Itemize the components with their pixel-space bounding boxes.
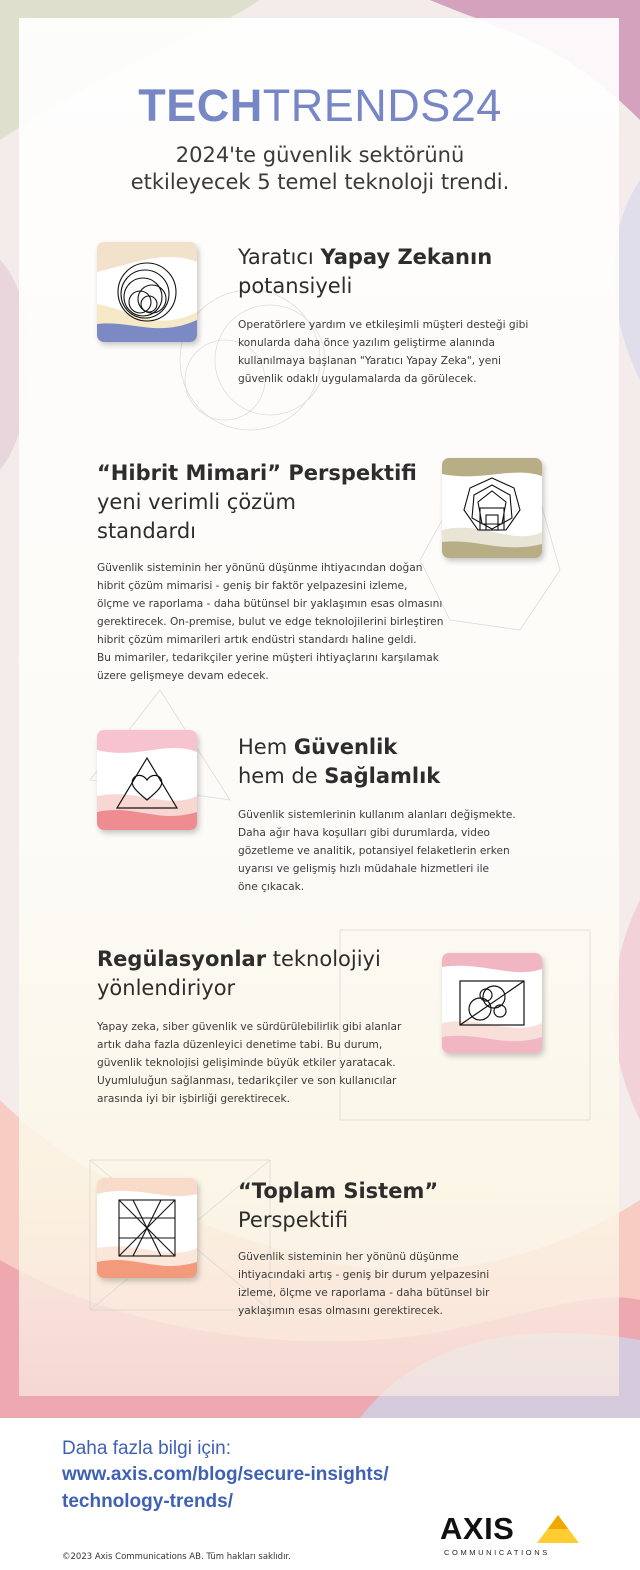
trend-4-title-c: yönlendiriyor [97,976,236,1000]
desc-line: artık daha fazla düzenleyici denetime tabi. Bu durum, [97,1039,383,1051]
desc-line: konularda daha önce yazılım geliştirme alanında [238,337,496,349]
trend-3-title-d: Sağlamlık [324,764,441,788]
circles-in-parallelogram-icon [442,953,542,1053]
trend-4-title-a: Regülasyonlar [97,947,267,971]
trend-4-description [97,1018,401,1108]
desc-line: Yapay zeka, siber güvenlik ve sürdürülebilirlik gibi alanlar [97,1021,402,1033]
nested-polygons-icon [442,458,542,558]
more-info-link-line-1[interactable]: www.axis.com/blog/secure-insights/ [62,1464,389,1485]
trend-5-title-b: Perspektifi [238,1208,349,1232]
desc-line: yaklaşımın esas olmasını gerektirecek. [238,1305,443,1317]
brand-title-bold: TECH [138,80,263,131]
subtitle [0,142,640,196]
trend-2-title [97,459,417,546]
desc-line: üzere gelişmeye devam edecek. [97,670,269,682]
more-info-label: Daha fazla bilgi için: [62,1438,231,1459]
desc-line: kullanılmaya başlanan "Yaratıcı Yapay Zeka", yeni [238,355,501,367]
desc-line: ihtiyacındaki artış - geniş bir durum yelpazesini [238,1269,490,1281]
subtitle-line-2: etkileyecek 5 temel teknoloji trendi. [130,170,510,194]
axis-logo-subtitle: COMMUNICATIONS [444,1548,550,1557]
axis-logo [440,1512,582,1560]
axis-logo-triangle-icon [536,1514,580,1544]
trend-4-title [97,945,381,1003]
desc-line: arasında iyi bir işbirliği gerektirecek. [97,1093,291,1105]
desc-line: ölçme ve raporlama - daha bütünsel bir yaklaşımın esas olmasını [97,598,443,610]
desc-line: Uyumluluğun sağlanması, tedarikçiler ve son kullanıcılar [97,1075,397,1087]
desc-line: gerektirecek. On-premise, bulut ve edge teknolojilerini birleştiren [97,616,444,628]
desc-line: güvenlik teknolojisi gelişiminde büyük etkiler yaratacak. [97,1057,396,1069]
trend-5-description [238,1248,490,1320]
header [0,80,640,196]
desc-line: Güvenlik sisteminin her yönünü düşünme ihtiyacından doğan [97,562,423,574]
brand-title [0,80,640,132]
desc-line: hibrit çözüm mimarileri artık endüstri standardı haline geldi. [97,634,417,646]
trend-1-description [238,316,528,388]
desc-line: izleme, ölçme ve raporlama - daha bütünsel bir [238,1287,490,1299]
desc-line: hibrit çözüm mimarisi - geniş bir faktör yelpazesini izleme, [97,580,408,592]
subtitle-line-1: 2024'te güvenlik sektörünü [175,143,465,167]
desc-line: Daha ağır hava koşulları gibi durumlarda, video [238,827,490,839]
more-info-link[interactable] [62,1461,389,1515]
nested-circles-icon [97,242,197,342]
trend-3-title-c: hem de [238,764,325,788]
trend-3-title [238,733,440,791]
axis-logo-word: AXIS [440,1511,515,1546]
trend-3-title-a: Hem [238,735,294,759]
heart-in-triangle-icon [97,730,197,830]
brand-title-light: TRENDS24 [262,80,502,131]
trend-5-title-a: “Toplam Sistem” [238,1179,439,1203]
trend-2-title-a: “Hibrit Mimari” Perspektifi [97,461,417,485]
trend-1-title-a: Yaratıcı [238,245,321,269]
desc-line: uyarısı ve gelişmiş hızlı müdahale hizmetleri ile [238,863,490,875]
more-info [62,1436,389,1515]
trend-3-title-b: Güvenlik [293,735,398,759]
trend-3-description [238,806,516,896]
desc-line: gözetleme ve analitik, potansiyel felaketlerin erken [238,845,510,857]
trend-2-title-c: standardı [97,519,196,543]
trend-2-title-b: yeni verimli çözüm [97,490,296,514]
desc-line: Bu mimariler, tedarikçiler yerine müşteri ihtiyaçlarını karşılamak [97,652,439,664]
desc-line: öne çıkacak. [238,881,305,893]
copyright: ©2023 Axis Communications AB. Tüm hakları saklıdır. [62,1552,291,1562]
trend-2-description [97,559,443,685]
desc-line: Güvenlik sistemlerinin kullanım alanları değişmekte. [238,809,516,821]
trend-1-title-c: potansiyeli [238,274,353,298]
crossed-square-icon [97,1178,197,1278]
more-info-link-line-2[interactable]: technology-trends/ [62,1491,234,1512]
trend-5-title [238,1177,438,1235]
desc-line: Operatörlere yardım ve etkileşimli müşteri desteği gibi [238,319,529,331]
desc-line: Güvenlik sisteminin her yönünü düşünme [238,1251,459,1263]
trend-1-title-b: Yapay Zekanın [320,245,493,269]
desc-line: güvenlik odaklı uygulamalarda da görülecek. [238,373,477,385]
trend-1-title [238,243,492,301]
trend-4-title-b: teknolojiyi [266,947,381,971]
